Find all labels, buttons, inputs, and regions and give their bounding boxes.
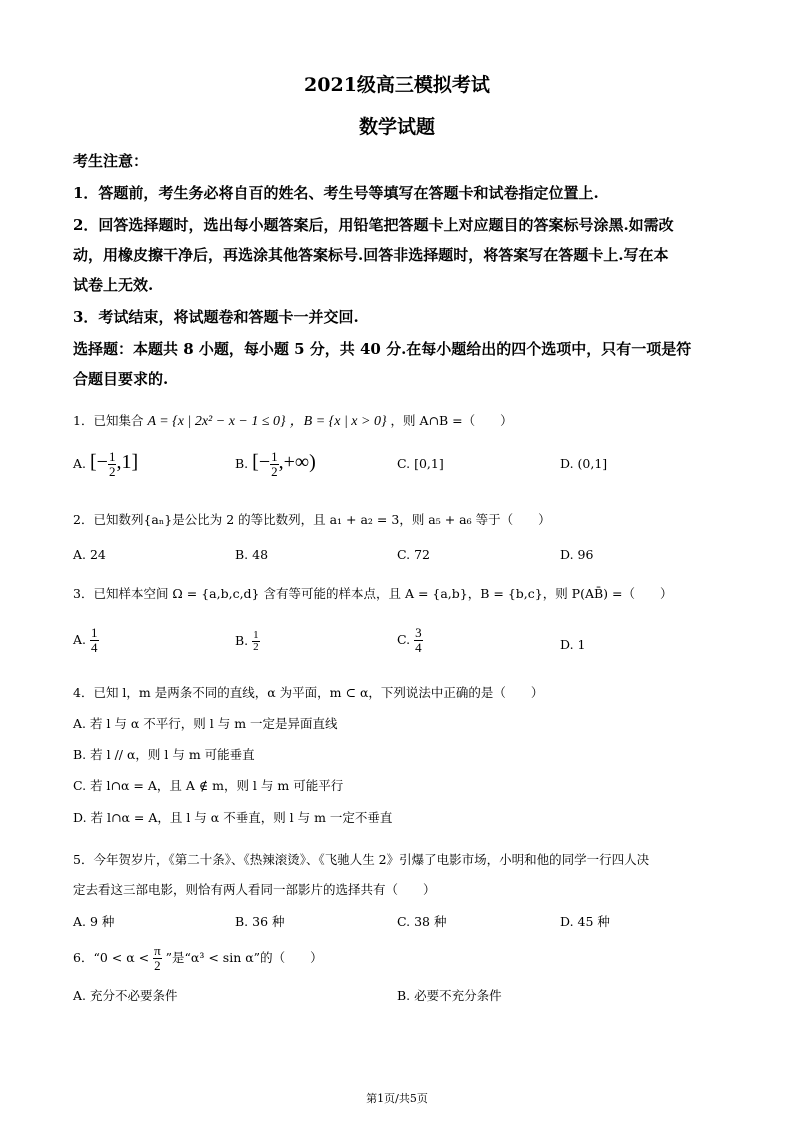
notice-item-3: 3．考试结束，将试题卷和答题卡一并交回. bbox=[73, 308, 359, 326]
q5-option-b: B. 36 种 bbox=[235, 914, 285, 929]
question-1-stem bbox=[73, 410, 513, 430]
q3-option-a-label: A. bbox=[73, 632, 87, 647]
q1-stem-start: 1．已知集合 bbox=[73, 413, 144, 428]
notice-heading: 考生注意： bbox=[73, 152, 149, 170]
q3-option-b-label: B. bbox=[235, 633, 249, 648]
q3-option-c bbox=[397, 626, 423, 655]
exam-title: 2021级高三模拟考试 bbox=[304, 74, 490, 96]
question-5-line2: 定去看这三部电影，则恰有两人看同一部影片的选择共有（ ） bbox=[73, 882, 436, 897]
q3-option-b-fraction: $\frac{1}{2}$ bbox=[253, 629, 259, 653]
page-number: 第1页/共5页 bbox=[366, 1092, 428, 1105]
q1-set-b: ，B = {x | x > 0} bbox=[289, 414, 387, 429]
q1-option-d: D. (0,1] bbox=[560, 456, 608, 471]
q2-option-a: A. 24 bbox=[73, 547, 106, 562]
q5-option-a: A. 9 种 bbox=[73, 914, 115, 929]
notice-item-2-line2: 动，用橡皮擦干净后，再选涂其他答案标号.回答非选择题时，将答案写在答题卡上.写在本 bbox=[73, 246, 669, 264]
q3-option-a bbox=[73, 626, 99, 655]
q1-option-a bbox=[73, 450, 138, 479]
q1-option-a-label: A. bbox=[73, 456, 87, 471]
question-5-line1: 5．今年贺岁片，《第二十条》、《热辣滚烫》、《飞驰人生 2》引爆了电影市场，小明和他的同学一行四人决 bbox=[73, 852, 650, 867]
q1-option-a-fraction: $\frac{1}{2}$ bbox=[108, 449, 116, 479]
q6-option-b: B. 必要不充分条件 bbox=[397, 988, 502, 1003]
question-3-stem: 3．已知样本空间 Ω = {a,b,c,d} 含有等可能的样本点，且 A = {a,b}，B = {b,c}，则 P(AB̄) =（ ） bbox=[73, 586, 673, 601]
question-6-stem bbox=[73, 944, 323, 973]
q4-option-c: C. 若 l∩α = A，且 A ∉ m，则 l 与 m 可能平行 bbox=[73, 778, 344, 793]
q5-option-d: D. 45 种 bbox=[560, 914, 610, 929]
q1-set-a: A = {x | 2x² − x − 1 ≤ 0} bbox=[147, 414, 286, 429]
q4-option-d: D. 若 l∩α = A，且 l 与 α 不垂直，则 l 与 m 一定不垂直 bbox=[73, 810, 393, 825]
q1-option-b-left: [− bbox=[252, 451, 271, 473]
section-intro-line2: 合题目要求的. bbox=[73, 370, 169, 388]
q6-stem-start: 6．“0 < α < bbox=[73, 950, 150, 965]
q6-option-a: A. 充分不必要条件 bbox=[73, 988, 178, 1003]
q1-option-b-label: B. bbox=[235, 456, 249, 471]
q6-stem-end: ”是“α³ < sin α”的（ ） bbox=[165, 950, 323, 965]
q6-fraction: $\frac{\pi}{2}$ bbox=[154, 943, 161, 973]
q4-option-a: A. 若 l 与 α 不平行，则 l 与 m 一定是异面直线 bbox=[73, 716, 338, 731]
q1-option-b-right: ,+∞) bbox=[278, 451, 316, 473]
q1-stem-end: ，则 A∩B =（ ） bbox=[390, 413, 513, 428]
q2-option-d: D. 96 bbox=[560, 547, 594, 562]
q3-option-b bbox=[235, 630, 260, 653]
exam-subtitle: 数学试题 bbox=[358, 116, 435, 138]
q3-option-a-fraction: $\frac{1}{4}$ bbox=[91, 625, 98, 655]
q4-option-b: B. 若 l // α，则 l 与 m 可能垂直 bbox=[73, 747, 255, 762]
q3-option-d: D. 1 bbox=[560, 637, 586, 652]
section-intro-line1: 选择题：本题共 8 小题，每小题 5 分，共 40 分.在每小题给出的四个选项中，只有一项是符 bbox=[73, 340, 692, 358]
q1-option-c: C. [0,1] bbox=[397, 456, 444, 471]
q1-option-a-left: [− bbox=[90, 451, 108, 473]
q5-option-c: C. 38 种 bbox=[397, 914, 447, 929]
q1-option-b bbox=[235, 450, 316, 479]
notice-item-2-line1: 2．回答选择题时，选出每小题答案后，用铅笔把答题卡上对应题目的答案标号涂黑.如需改 bbox=[73, 216, 674, 234]
q1-option-a-right: ,1] bbox=[116, 451, 139, 473]
q3-option-c-label: C. bbox=[397, 632, 411, 647]
q1-option-b-fraction: $\frac{1}{2}$ bbox=[271, 449, 278, 479]
question-4-stem: 4．已知 l，m 是两条不同的直线，α 为平面，m ⊂ α，下列说法中正确的是（ ） bbox=[73, 685, 544, 700]
q2-option-b: B. 48 bbox=[235, 547, 269, 562]
q3-option-c-fraction: $\frac{3}{4}$ bbox=[415, 625, 422, 655]
notice-item-2-line3: 试卷上无效. bbox=[73, 276, 154, 294]
question-2-stem: 2．已知数列{aₙ}是公比为 2 的等比数列，且 a₁ + a₂ = 3，则 a₅ + a₆ 等于（ ） bbox=[73, 512, 551, 527]
q2-option-c: C. 72 bbox=[397, 547, 430, 562]
notice-item-1: 1．答题前，考生务必将自百的姓名、考生号等填写在答题卡和试卷指定位置上. bbox=[73, 184, 599, 202]
